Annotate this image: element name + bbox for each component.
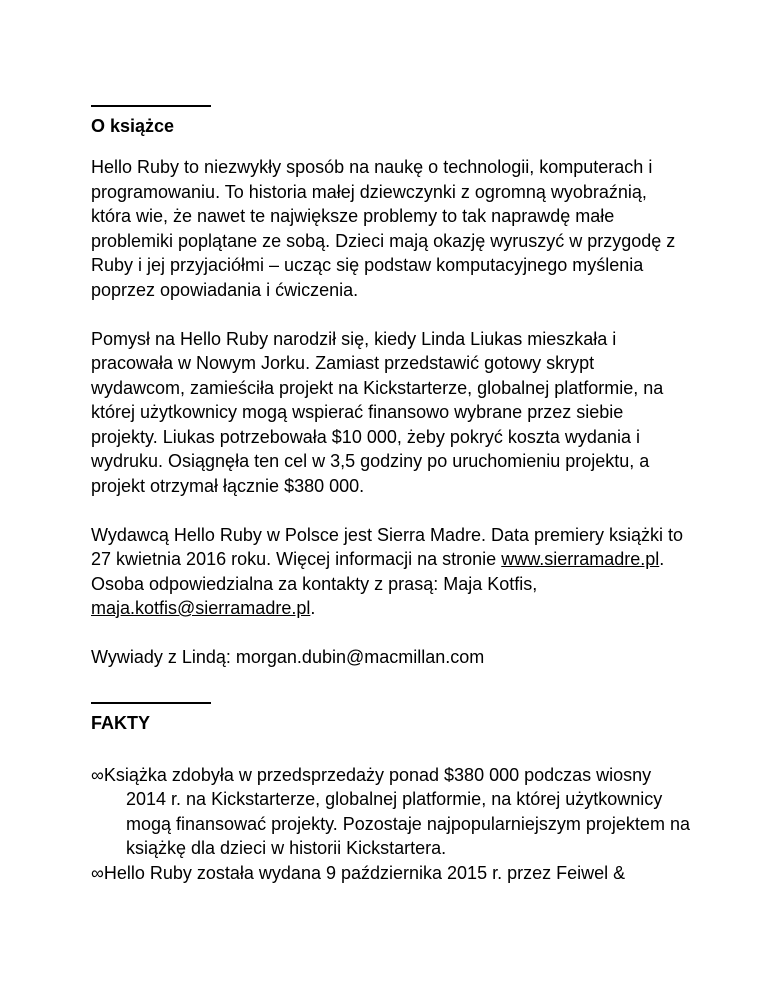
facts-list: [91, 763, 691, 886]
section-heading-facts: FAKTY: [91, 712, 151, 733]
publisher-website-link[interactable]: www.sierramadre.pl: [501, 549, 660, 569]
section-heading-about: O książce: [91, 116, 175, 136]
fact-text: Hello Ruby została wydana 9 października 2015 r. przez Feiwel &: [103, 862, 626, 883]
paragraph-interviews: Wywiady z Lindą: morgan.dubin@macmillan.com: [91, 647, 485, 667]
infinity-bullet-icon: ∞: [91, 764, 104, 785]
publisher-text-a: Wydawcą Hello Ruby w Polsce jest Sierra Madre. Data premiery książki to 27 kwietnia 2016 roku. Więcej informacji na stronie: [91, 524, 684, 569]
paragraph-intro: Hello Ruby to niezwykły sposób na naukę o technologii, komputerach i programowaniu. To historia małej dziewczynki z ogromną wyobraźnią, która wie, że nawet te największe problemy to tak naprawdę małe problemiki poplątane ze sobą. Dzieci mają okazję wyruszyć w przygodę z Ruby i jej przyjaciółmi – ucząc się podstaw komputacyjnego myślenia poprzez opowiadania i ćwiczenia.: [91, 157, 676, 300]
list-item: [91, 763, 691, 861]
list-item: [91, 861, 691, 886]
fact-text: Książka zdobyła w przedsprzedaży ponad $380 000 podczas wiosny 2014 r. na Kickstarterze, globalnej platformie, na której użytkownicy mogą finansować projekty. Pozostaje najpopularniejszym projektem na książkę dla dzieci w historii Kickstartera.: [103, 764, 690, 858]
paragraph-origin: Pomysł na Hello Ruby narodził się, kiedy Linda Liukas mieszkała i pracowała w Nowym Jorku. Zamiast przedstawić gotowy skrypt wydawcom, zamieściła projekt na Kickstarterze, globalnej platformie, na której użytkownicy mogą wspierać finansowo wybrane przez siebie projekty. Liukas potrzebowała $10 000, żeby pokryć koszta wydania i wydruku. Osiągnęła ten cel w 3,5 godziny po uruchomieniu projektu, a projekt otrzymał łącznie $380 000.: [91, 328, 664, 496]
infinity-bullet-icon: ∞: [91, 862, 104, 883]
publisher-text-b: . Osoba odpowiedzialna za kontakty z prasą: Maja Kotfis,: [91, 549, 665, 594]
paragraph-publisher: [91, 523, 691, 621]
document-page: [91, 0, 691, 885]
press-email-link[interactable]: maja.kotfis@sierramadre.pl: [91, 598, 311, 618]
section-divider: [91, 702, 211, 704]
publisher-text-c: .: [310, 598, 316, 618]
section-divider: [91, 105, 211, 107]
